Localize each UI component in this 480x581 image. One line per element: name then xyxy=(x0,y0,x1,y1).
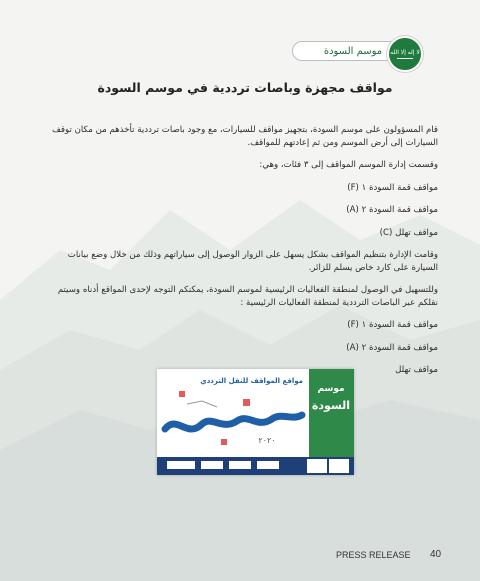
article-body xyxy=(42,124,438,377)
list-item: مواقف تهلل xyxy=(395,365,438,375)
map-brand-line2: السودة xyxy=(311,399,351,412)
map-brand-line1: موسم xyxy=(317,384,345,394)
paragraph-access: وللتسهيل في الوصول لمنطقة الفعاليات الرئيسية لموسم السودة، يمكنكم التوجه لإحدى المواقع أدناه وسيتم نقلكم عبر الباصات الترددية لمنطقة الفعاليات الرئيسية : xyxy=(57,285,438,308)
list-item: مواقف قمة السودة ٢ (A) xyxy=(346,205,438,215)
footer-press-release: PRESS RELEASE xyxy=(336,550,411,560)
map-year: ٢٠٢٠ xyxy=(258,436,276,445)
list-item: مواقف تهلل (C) xyxy=(379,227,438,238)
paragraph-organization: وقامت الإدارة بتنظيم المواقف بشكل يسهل على الزوار الوصول إلى سياراتهم وذلك من خلال وضع بيانات السيارة على كارد خاص يسلم للزائر. xyxy=(67,250,438,273)
saudi-flag-icon: ﻻ إله إلا الله xyxy=(387,36,423,72)
paragraph-categories: وقسمت إدارة الموسم المواقف إلى ٣ فئات، وهي: xyxy=(259,160,438,170)
paragraph-intro: قام المسؤولون على موسم السودة، بتجهيز مواقف للسيارات، مع وجود باصات ترددية تأخذهم من مكان توقف السيارات إلى أرض الموسم ومن ثم إعادتهم للمواقف. xyxy=(52,125,438,148)
parking-map-graphic xyxy=(157,369,354,475)
page-number: 40 xyxy=(430,549,442,560)
list-item: مواقف قمة السودة ٢ (A) xyxy=(346,342,438,353)
parking-map-image xyxy=(157,369,354,475)
article-title: مواقف مجهزة وباصات ترددية في موسم السودة xyxy=(97,80,393,95)
list-item: مواقف قمة السودة ١ (F) xyxy=(347,320,438,330)
map-title: مواقع المواقف للنقل الترددي xyxy=(200,377,303,385)
section-label: موسم السودة xyxy=(323,45,383,57)
list-item: مواقف قمة السودة ١ (F) xyxy=(347,182,438,193)
